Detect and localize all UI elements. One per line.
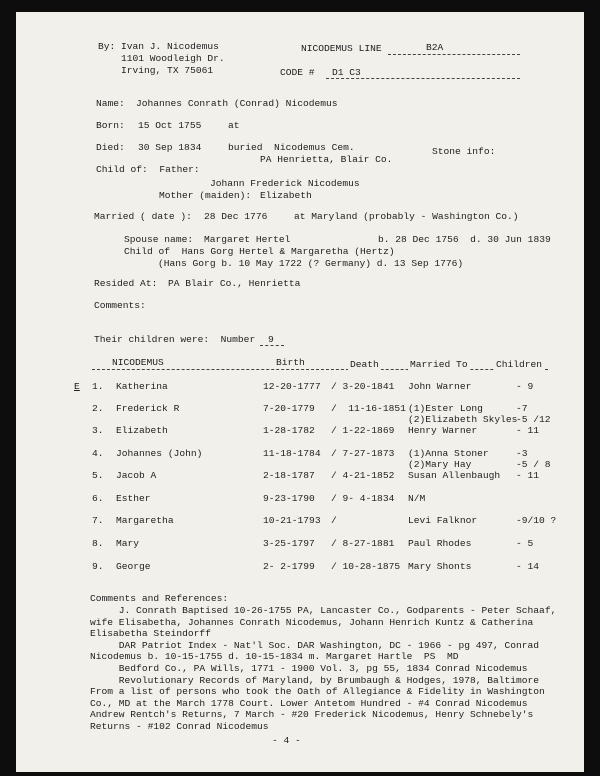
resided-place: PA Blair Co., Henrietta [168, 278, 301, 289]
reference-line: DAR Patriot Index - Nat'l Soc. DAR Washington, DC - 1966 - pg 497, Conrad [90, 639, 540, 651]
child-kids-count: -5 /12 [516, 414, 551, 425]
reference-line: Nicodemus b. 10-15-1755 d. 10-15-1834 m. Margaret Hartle PS MD [90, 651, 459, 663]
col-married-header: Married To [410, 359, 468, 370]
line-underline [388, 54, 520, 55]
died-label: Died: [96, 142, 125, 153]
child-kids-count: - 9 [516, 381, 534, 392]
married-label: Married ( date ): [94, 211, 192, 222]
references-heading: Comments and References: [90, 593, 229, 604]
child-birth: 9-23-1790 [263, 493, 315, 504]
married-date: 28 Dec 1776 [204, 211, 268, 222]
col-children-header: Children [496, 359, 543, 370]
child-name: Margaretha [116, 515, 174, 526]
child-death: / 3-20-1841 [331, 381, 395, 392]
child-death: / 10-28-1875 [331, 561, 401, 572]
child-number: 5. [92, 470, 104, 481]
child-birth: 2-18-1787 [263, 470, 315, 481]
child-death: / 1-22-1869 [331, 425, 395, 436]
child-kids-count: - 5 [516, 538, 534, 549]
reference-line: Andrew Rentch's Returns, 7 March - #20 Frederick Nicodemus, Henry Schnebely's [90, 709, 534, 721]
child-kids-count: -5 / 8 [516, 459, 551, 470]
author-address-2: Irving, TX 75061 [121, 65, 214, 76]
spouse-name: Margaret Hertel [204, 234, 291, 245]
child-spouse: N/M [408, 493, 426, 504]
code-value: D1 C3 [332, 67, 361, 78]
born-label: Born: [96, 120, 125, 131]
child-birth: 10-21-1793 [263, 515, 321, 526]
reference-line: Bedford Co., PA Wills, 1771 - 1900 Vol. 3, pg 55, 1834 Conrad Nicodemus [90, 663, 528, 674]
child-spouse: Susan Allenbaugh [408, 470, 501, 481]
child-death: / 7-27-1873 [331, 448, 395, 459]
child-kids-count: -7 [516, 403, 528, 414]
born-at: at [228, 120, 240, 131]
child-kids-count: -3 [516, 448, 528, 459]
child-death: / 9- 4-1834 [331, 493, 395, 504]
number-underline [260, 345, 284, 346]
child-mark: E [74, 381, 80, 392]
child-spouse: Levi Falknor [408, 515, 478, 526]
spouse-parents: Child of Hans Gorg Hertel & Margaretha (Hertz) [124, 246, 395, 257]
name-label: Name: [96, 98, 125, 109]
col-birth-header: Birth [276, 357, 305, 368]
spouse-dates: b. 28 Dec 1756 d. 30 Jun 1839 [378, 234, 551, 245]
reference-line: From a list of persons who took the Oath of Allegiance & Fidelity in Washington [90, 686, 545, 698]
child-name: Frederick R [116, 403, 180, 414]
by-label: By: [98, 41, 116, 52]
child-number: 8. [92, 538, 104, 549]
child-name: Katherina [116, 381, 168, 392]
child-kids-count: - 11 [516, 425, 540, 436]
code-label: CODE # [280, 67, 315, 78]
child-kids-count: -9/10 ? [516, 515, 557, 526]
child-death: / 11-16-1851 [331, 403, 406, 414]
author-address-1: 1101 Woodleigh Dr. [121, 53, 225, 64]
mother-name: Elizabeth [260, 190, 312, 201]
child-kids-count: - 11 [516, 470, 540, 481]
spouse-label: Spouse name: [124, 234, 194, 245]
child-spouse: Henry Warner [408, 425, 478, 436]
col-death-header: Death [350, 359, 379, 370]
child-number: 9. [92, 561, 104, 572]
father-name: Johann Frederick Nicodemus [210, 178, 360, 189]
child-spouse: Paul Rhodes [408, 538, 472, 549]
page-number: - 4 - [272, 735, 301, 746]
child-name: Elizabeth [116, 425, 168, 436]
child-spouse: (2)Elizabeth Skyles [408, 414, 518, 425]
reference-line: Revolutionary Records of Maryland, by Brumbaugh & Hodges, 1978, Baltimore [90, 674, 540, 686]
child-birth: 12-20-1777 [263, 381, 321, 392]
child-birth: 3-25-1797 [263, 538, 315, 549]
child-birth: 1-28-1782 [263, 425, 315, 436]
child-birth: 11-18-1784 [263, 448, 321, 459]
died-date: 30 Sep 1834 [138, 142, 202, 153]
child-name: Mary [116, 538, 140, 549]
child-name: Jacob A [116, 470, 157, 481]
comments-label: Comments: [94, 300, 146, 311]
child-number: 1. [92, 381, 104, 392]
author-name: Ivan J. Nicodemus [121, 41, 219, 52]
reference-line: J. Conrath Baptised 10-26-1755 PA, Lancaster Co., Godparents - Peter Schaaf, [90, 605, 557, 616]
married-place: at Maryland (probably - Washington Co.) [294, 211, 519, 222]
child-number: 6. [92, 493, 104, 504]
stone-info-label: Stone info: [432, 146, 496, 157]
born-date: 15 Oct 1755 [138, 120, 202, 131]
child-birth: 2- 2-1799 [263, 561, 315, 572]
spouse-parent-dates: (Hans Gorg b. 10 May 1722 (? Germany) d. 13 Sep 1776) [158, 258, 464, 269]
child-death: / 8-27-1881 [331, 538, 395, 549]
resided-label: Resided At: [94, 278, 158, 289]
line-label: NICODEMUS LINE [301, 43, 382, 54]
child-spouse: Mary Shonts [408, 561, 472, 572]
children-intro: Their children were: Number [94, 334, 256, 345]
child-kids-count: - 14 [516, 561, 540, 572]
child-name: Esther [116, 493, 151, 504]
child-number: 4. [92, 448, 104, 459]
children-number: 9 [268, 334, 274, 345]
child-birth: 7-20-1779 [263, 403, 315, 414]
child-spouse: John Warner [408, 381, 472, 392]
child-death: / 4-21-1852 [331, 470, 395, 481]
buried-place: PA Henrietta, Blair Co. [260, 154, 393, 165]
mother-label: Mother (maiden): [159, 190, 252, 201]
child-spouse: (1)Ester Long [408, 403, 483, 414]
document-page [16, 12, 584, 772]
reference-line: Returns - #102 Conrad Nicodemus [90, 721, 269, 732]
buried-cemetery: buried Nicodemus Cem. [228, 142, 355, 153]
child-spouse: (2)Mary Hay [408, 459, 472, 470]
reference-line: wife Elisabetha, Johannes Conrath Nicodemus, Johann Henrich Kuntz & Catherina [90, 616, 534, 628]
child-number: 2. [92, 403, 104, 414]
col-name-header: NICODEMUS [112, 357, 164, 368]
children-header-rule [92, 369, 548, 370]
person-name: Johannes Conrath (Conrad) Nicodemus [136, 98, 338, 109]
child-spouse: (1)Anna Stoner [408, 448, 489, 459]
child-death: / [331, 515, 337, 526]
reference-line: Elisabetha Steindorff [90, 628, 211, 640]
line-value: B2A [426, 42, 444, 53]
child-number: 3. [92, 425, 104, 436]
child-name: George [116, 561, 151, 572]
child-number: 7. [92, 515, 104, 526]
child-of-label: Child of: Father: [96, 164, 200, 175]
reference-line: Co., MD at the March 1778 Court. Lower Antetom Hundred - #4 Conrad Nicodemus [90, 697, 528, 709]
child-name: Johannes (John) [116, 448, 203, 459]
